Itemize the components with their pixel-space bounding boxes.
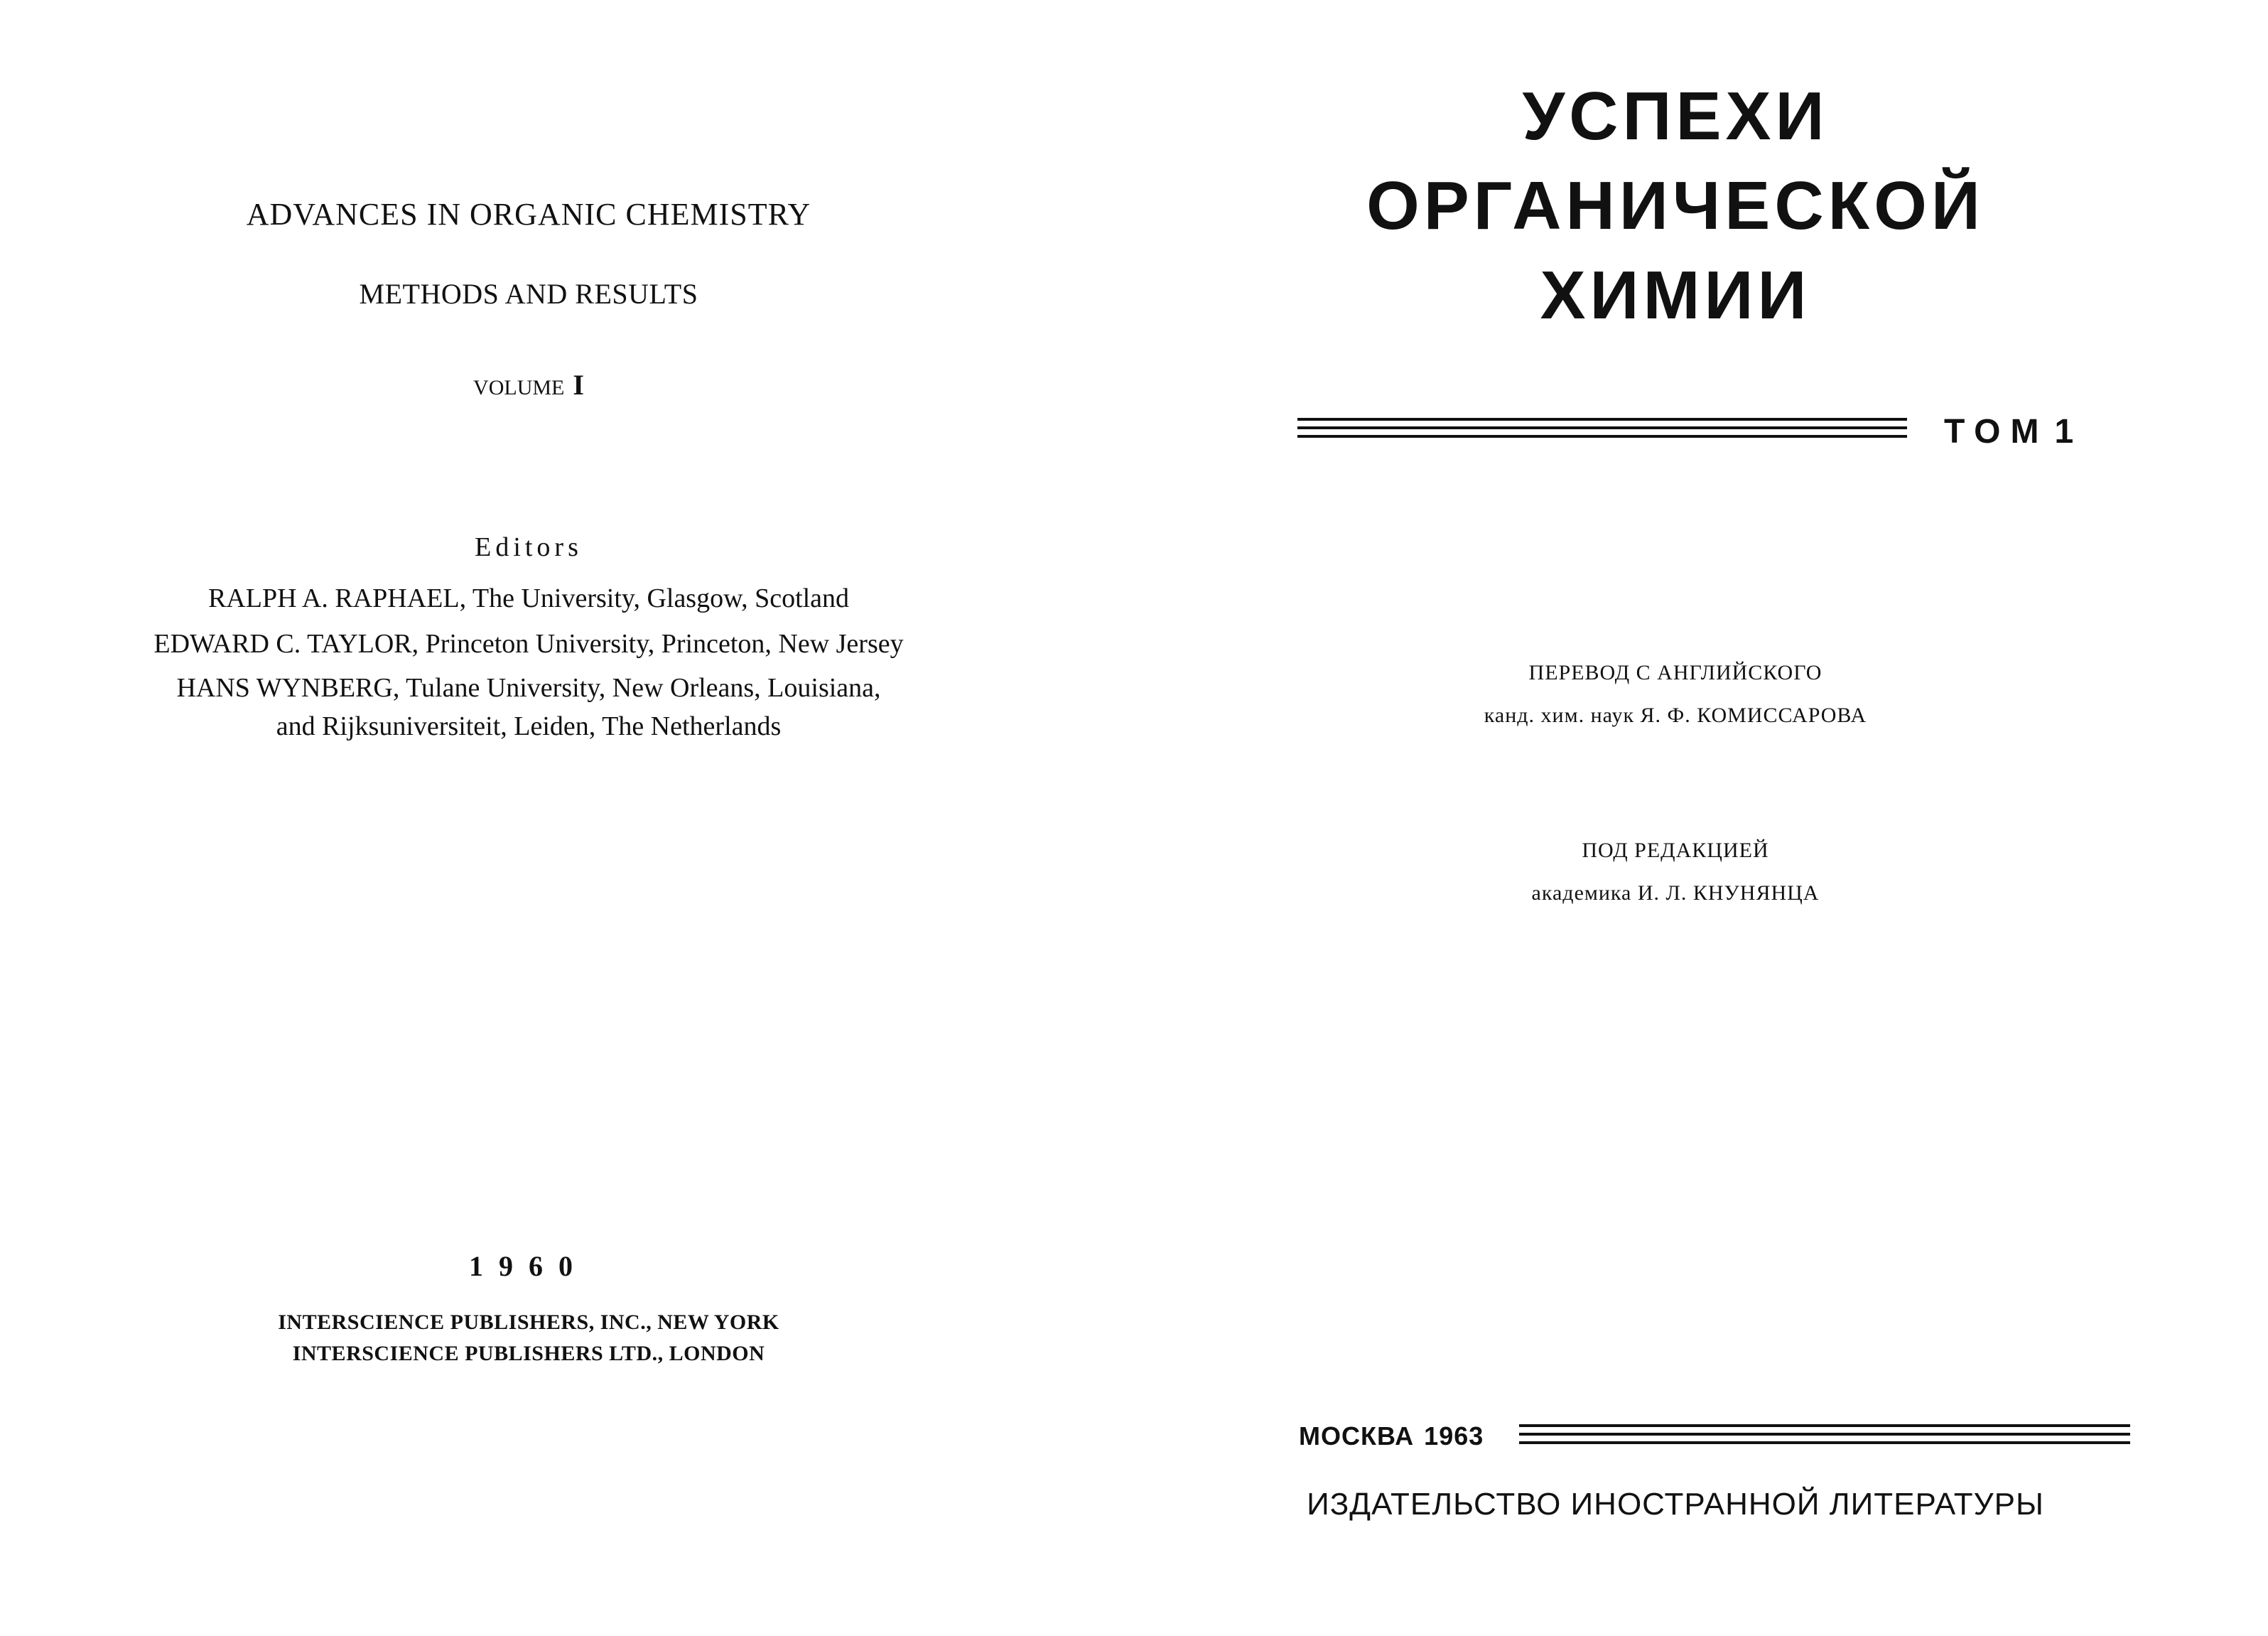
- volume-number: 1: [2054, 413, 2084, 451]
- triple-rule: [1519, 1424, 2130, 1450]
- volume-line: [473, 368, 584, 402]
- publisher-line: INTERSCIENCE PUBLISHERS LTD., LONDON: [292, 1342, 765, 1365]
- title-line: ХИМИИ: [1540, 257, 1811, 333]
- series-title: ADVANCES IN ORGANIC CHEMISTRY: [246, 197, 811, 232]
- translation-line: ПЕРЕВОД С АНГЛИЙСКОГО: [1528, 661, 1822, 684]
- rule-line: [1297, 418, 1907, 421]
- title-line: ОРГАНИЧЕСКОЙ: [1366, 168, 1984, 244]
- editor-line: EDWARD C. TAYLOR, Princeton University, Princeton, New Jersey: [153, 629, 904, 659]
- publication-year: 1960: [469, 1250, 588, 1282]
- volume-number: I: [573, 369, 584, 401]
- imprint-row: [1299, 1421, 2201, 1464]
- volume-line: [1944, 412, 2083, 451]
- editors-heading: Editors: [475, 532, 583, 562]
- right-page-russian: [1134, 0, 2268, 1636]
- volume-row: [1297, 412, 2214, 455]
- volume-label: ТОМ: [1944, 413, 2049, 451]
- city: МОСКВА: [1299, 1421, 1415, 1451]
- rule-line: [1519, 1433, 2130, 1436]
- city-year: [1299, 1421, 1484, 1451]
- editorship-line: ПОД РЕДАКЦИЕЙ: [1582, 839, 1769, 862]
- series-subtitle: METHODS AND RESULTS: [359, 278, 698, 310]
- publication-year: 1963: [1424, 1421, 1484, 1451]
- publisher-line: INTERSCIENCE PUBLISHERS, INC., NEW YORK: [278, 1311, 779, 1334]
- rule-line: [1519, 1441, 2130, 1444]
- editor-line: академика И. Л. КНУНЯНЦА: [1531, 881, 1820, 905]
- rule-line: [1297, 426, 1907, 429]
- editor-line: RALPH A. RAPHAEL, The University, Glasgow, Scotland: [207, 583, 850, 613]
- volume-label: VOLUME: [473, 376, 565, 399]
- translator-line: канд. хим. наук Я. Ф. КОМИССАРОВА: [1484, 704, 1867, 727]
- triple-rule: [1297, 418, 1907, 443]
- rule-line: [1297, 435, 1907, 438]
- title-line: УСПЕХИ: [1522, 78, 1829, 154]
- editor-line: HANS WYNBERG, Tulane University, New Orleans, Louisiana,: [176, 673, 881, 703]
- rule-line: [1519, 1424, 2130, 1427]
- editor-line: and Rijksuniversiteit, Leiden, The Netherlands: [276, 711, 782, 741]
- publisher-line: ИЗДАТЕЛЬСТВО ИНОСТРАННОЙ ЛИТЕРАТУРЫ: [1307, 1487, 2044, 1522]
